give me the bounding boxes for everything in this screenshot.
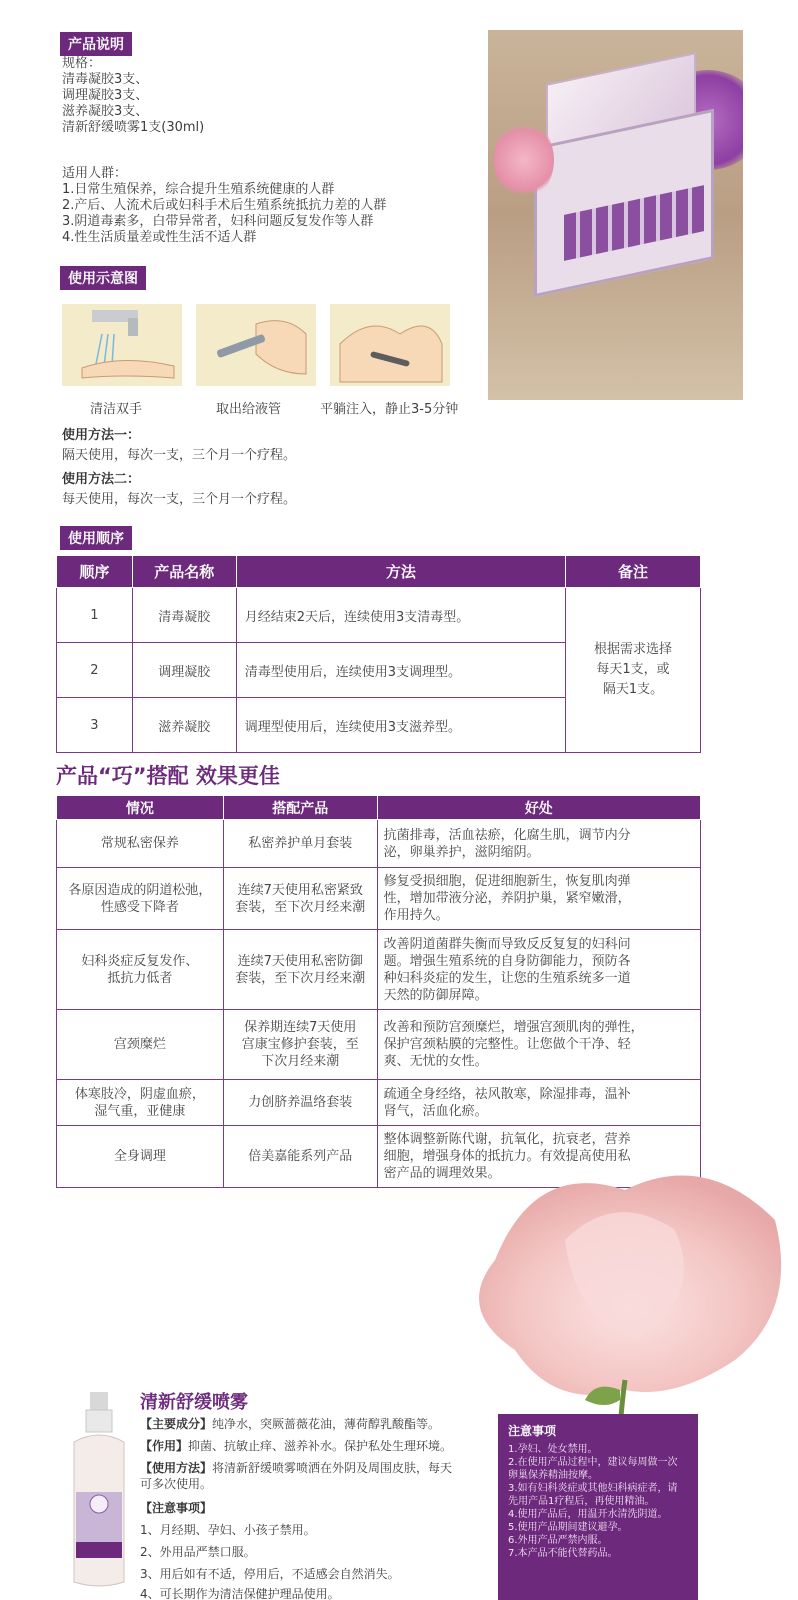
effect-text: 抑菌、抗敏止痒、滋养补水。保护私处生理环境。 [188,1439,453,1453]
take-applicator-illustration [196,304,316,386]
spray-caution-item: 1、月经期、孕妇、小孩子禁用。 [140,1523,316,1537]
rose-flowers [494,120,554,200]
pairing-table [56,795,701,1188]
caution-label: 【注意事项】 [140,1501,213,1515]
paired-product-cell: 连续7天使用私密防御 套装，至下次月经来潮 [223,930,377,1010]
audience-line: 1.日常生殖保养，综合提升生殖系统健康的人群 [62,182,335,197]
paired-product-cell: 私密养护单月套装 [223,820,377,868]
table-row [57,1080,701,1126]
header-situation: 情况 [57,796,224,820]
header-product-name: 产品名称 [132,556,236,588]
caption-take-applicator: 取出给液管 [216,402,282,417]
pairing-heading: 产品“巧”搭配 效果更佳 [56,764,280,788]
product-name-cell: 滋养凝胶 [132,698,236,753]
spray-bottle-image [64,1392,134,1592]
paired-product-cell: 保养期连续7天使用 宫康宝修护套装，至 下次月经来潮 [223,1010,377,1080]
notice-item: 3.如有妇科炎症或其他妇科病症者，请 [508,1483,678,1494]
notice-item: 2.在使用产品过程中，建议每周做一次 [508,1457,678,1468]
situation-cell: 体寒肢冷，阴虚血瘀， 湿气重，亚健康 [57,1080,224,1126]
method-cell: 调理型使用后，连续使用3支滋养型。 [236,698,565,753]
audience-line: 4.性生活质量差或性生活不适人群 [62,230,257,245]
table-row [57,868,701,930]
product-name-cell: 调理凝胶 [132,643,236,698]
notice-title: 注意事项 [508,1424,557,1438]
notice-item: 1.孕妇、处女禁用。 [508,1444,598,1455]
table-row [57,1010,701,1080]
ingredients-text: 纯净水，突厥蔷薇花油，薄荷醇乳酸酯等。 [212,1417,441,1431]
order-cell: 1 [57,588,133,643]
audience-line: 2.产后、人流术后或妇科手术后生殖系统抵抗力差的人群 [62,198,387,213]
header-paired-product: 搭配产品 [223,796,377,820]
table-row [57,588,701,643]
method1-label: 使用方法一： [62,428,141,443]
notice-item: 卵巢保养精油按摩。 [508,1470,598,1481]
product-box-photo [488,30,743,400]
benefit-cell: 整体调整新陈代谢，抗氧化，抗衰老，营养 细胞，增强身体的抵抗力。有效提高使用私 密产品的调理效果。 [377,1126,700,1188]
caption-wash-hands: 清洁双手 [90,402,143,417]
spec-line: 清新舒缓喷雾1支(30ml) [62,120,205,135]
notice-item: 4.使用产品后，用温开水清洗阴道。 [508,1509,668,1520]
header-benefit: 好处 [377,796,700,820]
method2-text: 每天使用，每次一支，三个月一个疗程。 [62,492,297,507]
product-name-cell: 清毒凝胶 [132,588,236,643]
usage-text: 将清新舒缓喷雾喷洒在外阴及周围皮肤，每天 [212,1461,453,1475]
order-cell: 3 [57,698,133,753]
spec-line: 清毒凝胶3支、 [62,72,149,87]
spray-ingredients [140,1416,440,1432]
notice-item: 6.外用产品严禁内服。 [508,1535,608,1546]
spray-caution-item: 2、外用品严禁口服。 [140,1545,256,1559]
table-row [57,930,701,1010]
spray-usage [140,1460,452,1476]
spec-line: 调理凝胶3支、 [62,88,149,103]
situation-cell: 妇科炎症反复发作、 抵抗力低者 [57,930,224,1010]
situation-cell: 常规私密保养 [57,820,224,868]
usage-order-tag: 使用顺序 [60,526,132,550]
usage-order-table [56,555,701,753]
situation-cell: 各原因造成的阴道松弛， 性感受下降者 [57,868,224,930]
spray-caution-label [140,1500,212,1516]
notice-item: 先用产品1疗程后，再使用精油。 [508,1496,655,1507]
order-cell: 2 [57,643,133,698]
header-note: 备注 [566,556,701,588]
benefit-cell: 疏通全身经络，祛风散寒，除湿排毒，温补 肾气，活血化瘀。 [377,1080,700,1126]
caption-inject: 平躺注入，静止3-5分钟 [320,402,459,417]
table-row [57,820,701,868]
spray-title: 清新舒缓喷雾 [140,1392,248,1413]
spray-usage-line2: 可多次使用。 [140,1477,213,1491]
usage-label: 【使用方法】 [140,1461,213,1475]
audience-line: 3.阴道毒素多，白带异常者，妇科问题反复发作等人群 [62,214,374,229]
method-cell: 月经结束2天后，连续使用3支清毒型。 [236,588,565,643]
ingredients-label: 【主要成分】 [140,1417,213,1431]
spray-caution-item: 3、用后如有不适，停用后，不适感会自然消失。 [140,1567,400,1581]
method1-text: 隔天使用，每次一支，三个月一个疗程。 [62,448,297,463]
spray-effect [140,1438,452,1454]
situation-cell: 全身调理 [57,1126,224,1188]
audience-label: 适用人群： [62,166,128,181]
wash-hands-illustration [62,304,182,386]
notice-item: 5.使用产品期间建议避孕。 [508,1522,628,1533]
header-method: 方法 [236,556,565,588]
paired-product-cell: 力创脐养温络套装 [223,1080,377,1126]
lie-down-inject-illustration [330,304,450,386]
method-cell: 清毒型使用后，连续使用3支调理型。 [236,643,565,698]
benefit-cell: 改善阴道菌群失衡而导致反反复复的妇科问 题。增强生殖系统的自身防御能力，预防各 种妇科炎症的发生，让您的生殖系统多一道 天然的防御屏障。 [377,930,700,1010]
notice-item: 7.本产品不能代替药品。 [508,1548,618,1559]
situation-cell: 宫颈糜烂 [57,1010,224,1080]
benefit-cell: 改善和预防宫颈糜烂，增强宫颈肌肉的弹性， 保护宫颈粘膜的完整性。让您做个干净、轻 爽、无忧的女性。 [377,1010,700,1080]
effect-label: 【作用】 [140,1439,189,1453]
spec-label: 规格： [62,56,102,71]
note-cell: 根据需求选择 每天1支，或 隔天1支。 [566,588,701,753]
method2-label: 使用方法二： [62,472,141,487]
benefit-cell: 抗菌排毒，活血祛瘀，化腐生肌，调节内分 泌，卵巢养护，滋阴缩阴。 [377,820,700,868]
header-order: 顺序 [57,556,133,588]
spec-line: 滋养凝胶3支、 [62,104,149,119]
product-description-tag: 产品说明 [60,32,132,56]
paired-product-cell: 倍美嘉能系列产品 [223,1126,377,1188]
spray-caution-item: 4、可长期作为清洁保健护理品使用。 [140,1587,340,1600]
benefit-cell: 修复受损细胞，促进细胞新生，恢复肌肉弹 性，增加带液分泌，养阴护巢，紧窄嫩滑， 作用持久。 [377,868,700,930]
paired-product-cell: 连续7天使用私密紧致 套装，至下次月经来潮 [223,868,377,930]
notice-box [498,1414,698,1600]
usage-illustration-tag: 使用示意图 [60,266,146,290]
